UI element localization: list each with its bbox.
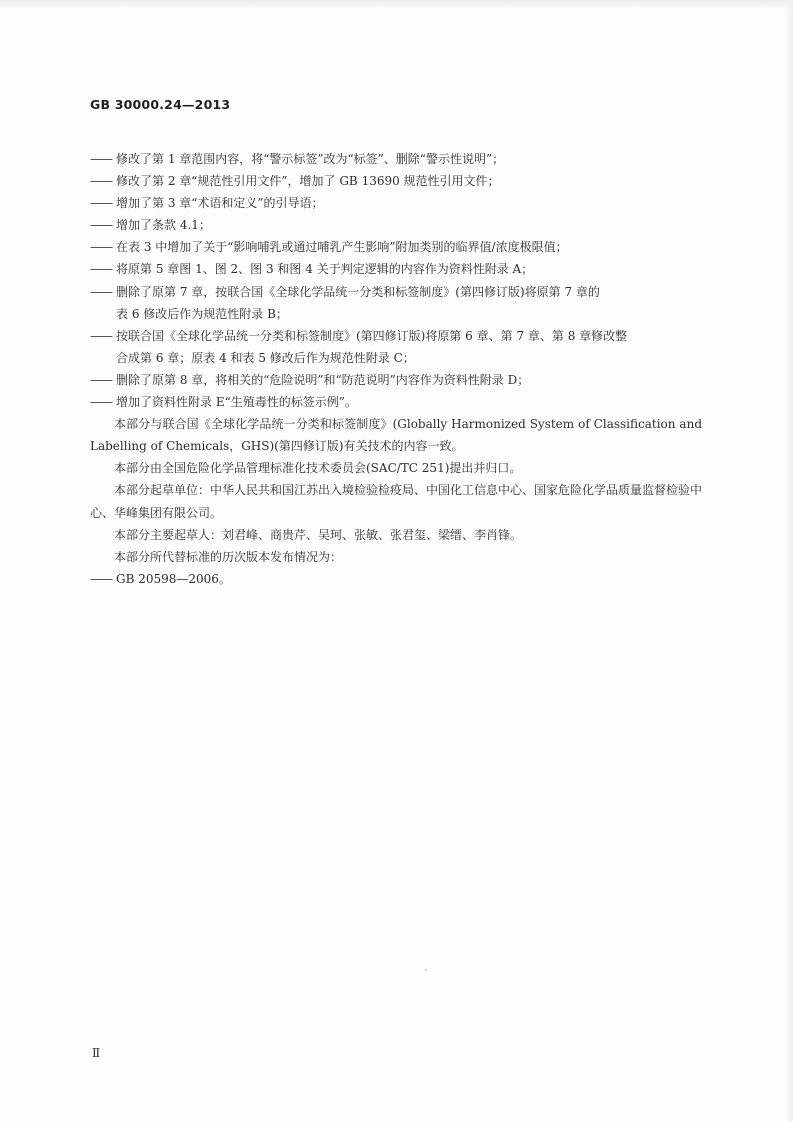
dash-marker: —— <box>90 395 112 410</box>
document-body <box>90 148 702 590</box>
change-text: 按联合国《全球化学品统一分类和标签制度》(第四修订版)将原第 6 章、第 7 章、第 8 章修改整 <box>116 328 628 343</box>
change-item <box>90 325 702 347</box>
history-text: GB 20598—2006。 <box>116 571 231 586</box>
proposer-statement: 本部分由全国危险化学品管理标准化技术委员会(SAC/TC 251)提出并归口。 <box>114 461 522 476</box>
change-item <box>90 391 702 413</box>
change-text: 增加了条款 4.1； <box>116 218 211 233</box>
change-text: 删除了原第 8 章，将相关的“危险说明”和“防范说明”内容作为资料性附录 D； <box>116 372 530 387</box>
history-intro: 本部分所代替标准的历次版本发布情况为： <box>114 549 343 564</box>
dash-marker: —— <box>90 218 112 233</box>
dash-marker: —— <box>90 240 112 255</box>
dash-marker: —— <box>90 152 112 166</box>
change-item <box>90 192 702 214</box>
change-continuation: 合成第 6 章；原表 4 和表 5 修改后作为规范性附录 C； <box>116 350 415 365</box>
change-item <box>90 170 702 192</box>
dash-marker: —— <box>90 262 112 277</box>
dash-marker: —— <box>90 372 112 387</box>
change-item <box>90 148 702 170</box>
consistency-statement: 本部分与联合国《全球化学品统一分类和标签制度》(Globally Harmonized System of Classification and Labelling of Chemicals，GHS)(第四修订版)有关技术的内容一致。 <box>90 417 702 454</box>
change-item <box>90 258 702 280</box>
change-item <box>90 369 702 391</box>
change-text: 在表 3 中增加了关于“影响哺乳或通过哺乳产生影响”附加类别的临界值/浓度极限值； <box>116 240 568 255</box>
change-text: 删除了原第 7 章，按联合国《全球化学品统一分类和标签制度》(第四修订版)将原第 7 章的 <box>116 284 600 299</box>
change-continuation: 表 6 修改后作为规范性附录 B； <box>116 306 288 321</box>
change-item <box>90 236 702 258</box>
change-item <box>90 214 702 236</box>
change-text: 修改了第 2 章“规范性引用文件”，增加了 GB 13690 规范性引用文件； <box>116 174 500 189</box>
standard-number-header: GB 30000.24—2013 <box>90 97 231 112</box>
history-item <box>90 568 702 590</box>
scan-speck <box>425 969 427 971</box>
scan-edge <box>785 0 793 1122</box>
change-item <box>90 281 702 303</box>
change-text: 增加了资料性附录 E“生殖毒性的标签示例”。 <box>116 395 357 410</box>
dash-marker: —— <box>90 196 112 211</box>
dash-marker: —— <box>90 284 112 299</box>
dash-marker: —— <box>90 328 112 343</box>
scan-edge <box>0 0 793 10</box>
dash-marker: —— <box>90 174 112 189</box>
main-drafters: 本部分主要起草人：刘君峰、商贵芹、吴珂、张敏、张君玺、梁缙、李肖锋。 <box>114 527 523 542</box>
change-text: 修改了第 1 章范围内容，将“警示标签”改为“标签”、删除“警示性说明”； <box>116 152 505 166</box>
drafting-units: 本部分起草单位：中华人民共和国江苏出入境检验检疫局、中国化工信息中心、国家危险化学品质量监督检验中心、华峰集团有限公司。 <box>90 483 703 520</box>
change-text: 增加了第 3 章“术语和定义”的引导语； <box>116 196 324 211</box>
change-text: 将原第 5 章图 1、图 2、图 3 和图 4 关于判定逻辑的内容作为资料性附录 A； <box>116 262 534 277</box>
page-number: Ⅱ <box>92 1046 101 1060</box>
dash-marker: —— <box>90 571 112 586</box>
